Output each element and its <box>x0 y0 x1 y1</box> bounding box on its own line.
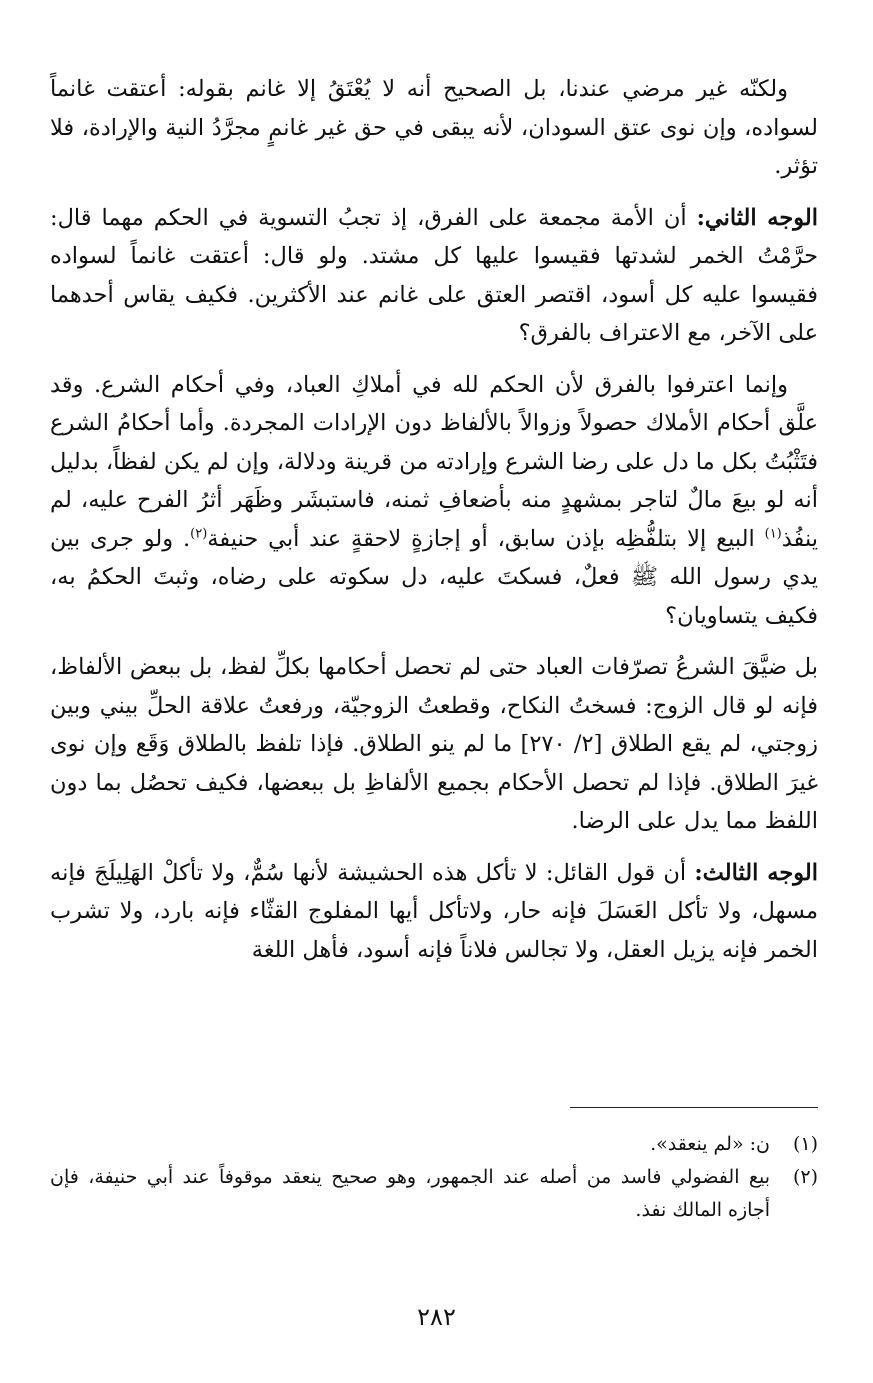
paragraph-2 <box>50 199 818 353</box>
footnote-ref-1[interactable]: (١) <box>764 526 782 541</box>
paragraph-4 <box>50 648 818 841</box>
paragraph-text-part-1: وإنما اعترفوا بالفرق لأن الحكم لله في أملاكِ العباد، وفي أحكام الشرع. وقد علَّق أحكام الأملاك حصولاً وزوالاً بالألفاظ دون الإرادات المجردة. وأما أحكامُ الشرع فتَثْبُتُ بكل ما دل على رضا الشرع وإرادته من قرينة ودلالة، وإن لم يكن لفظاً، بدليل أنه لو بيعَ مالٌ لتاجر بمشهدٍ منه بأضعافِ ثمنه، فاستبشَر وظَهَر أثرُ الفرح عليه، لم ينفُذ <box>50 371 818 552</box>
paragraph-text-part-2: البيع إلا بتلفُّظِه بإذن سابق، أو إجازةٍ لاحقةٍ عند أبي حنيفة <box>207 525 765 552</box>
paragraph-text-part-3: . ولو جرى بين يدي رسول الله ﷺ فعلٌ، فسكتَ عليه، دل سكوته على رضاه، وثبتَ الحكمُ به، فكيف يتساويان؟ <box>50 525 818 629</box>
paragraph-text: ولكنّه غير مرضي عندنا، بل الصحيح أنه لا يُعْتَقُ إلا غانم بقوله: أعتقت غانماً لسواده، وإن نوى عتق السودان، لأنه يبقى في حق غير غانمٍ مجرَّدُ النية والإرادة، فلا تؤثر. <box>50 76 818 179</box>
paragraph-1 <box>50 70 818 186</box>
footnotes <box>50 1128 818 1227</box>
footnote-2 <box>50 1161 818 1227</box>
page-number: ٢٨٢ <box>417 1303 456 1331</box>
footnote-number: (١) <box>792 1133 818 1155</box>
paragraph-5 <box>50 854 818 970</box>
section-heading: الوجه الثاني: <box>696 204 818 231</box>
footnote-number: (٢) <box>792 1166 818 1188</box>
paragraph-3 <box>50 366 818 636</box>
section-heading: الوجه الثالث: <box>694 859 818 886</box>
paragraph-text: بل ضيَّقَ الشرعُ تصرّفات العباد حتى لم تحصل أحكامها بكلِّ لفظ، بل ببعض الألفاظ، فإنه لو قال الزوج: فسختُ النكاح، وقطعتُ الزوجيّة، ورفعتُ علاقة الحلِّ بيني وبين زوجتي، لم يقع الطلاق [٢/ ٢٧٠] ما لم ينو الطلاق. فإذا تلفظ بالطلاق وَقَع وإن نوى غيرَ الطلاق. فإذا لم تحصل الأحكام بجميع الألفاظِ بل ببعضها، فكيف تحصُل بما دون اللفظ مما يدل على الرضا. <box>50 654 818 834</box>
footnote-text: بيع الفضولي فاسد من أصله عند الجمهور، وهو صحيح ينعقد موقوفاً عند أبي حنيفة، فإن أجازه المالك نفذ. <box>50 1166 770 1221</box>
footnote-ref-2[interactable]: (٢) <box>190 526 208 541</box>
footnote-text: ن: «لم ينعقد». <box>650 1133 770 1155</box>
footnote-1 <box>50 1128 818 1161</box>
footnote-divider <box>570 1107 818 1108</box>
page-body <box>50 70 818 982</box>
paragraph-text: أن قول القائل: لا تأكل هذه الحشيشة لأنها سُمٌّ، ولا تأكلْ الهَلِيلَجَ فإنه مسهل، ولا تأكل العَسَلَ فإنه حار، ولاتأكل أيها المفلوج القثّاء فإنه بارد، ولا تشرب الخمر فإنه يزيل العقل، ولا تجالس فلاناً فإنه أسود، فأهل اللغة <box>50 859 818 963</box>
paragraph-text: أن الأمة مجمعة على الفرق، إذ تجبُ التسوية في الحكم مهما قال: حرَّمْتُ الخمر لشدتها فقيسوا عليها كل مشتد. ولو قال: أعتقت غانماً لسواده فقيسوا عليه كل أسود، اقتصر العتق على غانم عند الأكثرين. فكيف يقاس أحدهما على الآخر، مع الاعتراف بالفرق؟ <box>50 204 818 346</box>
